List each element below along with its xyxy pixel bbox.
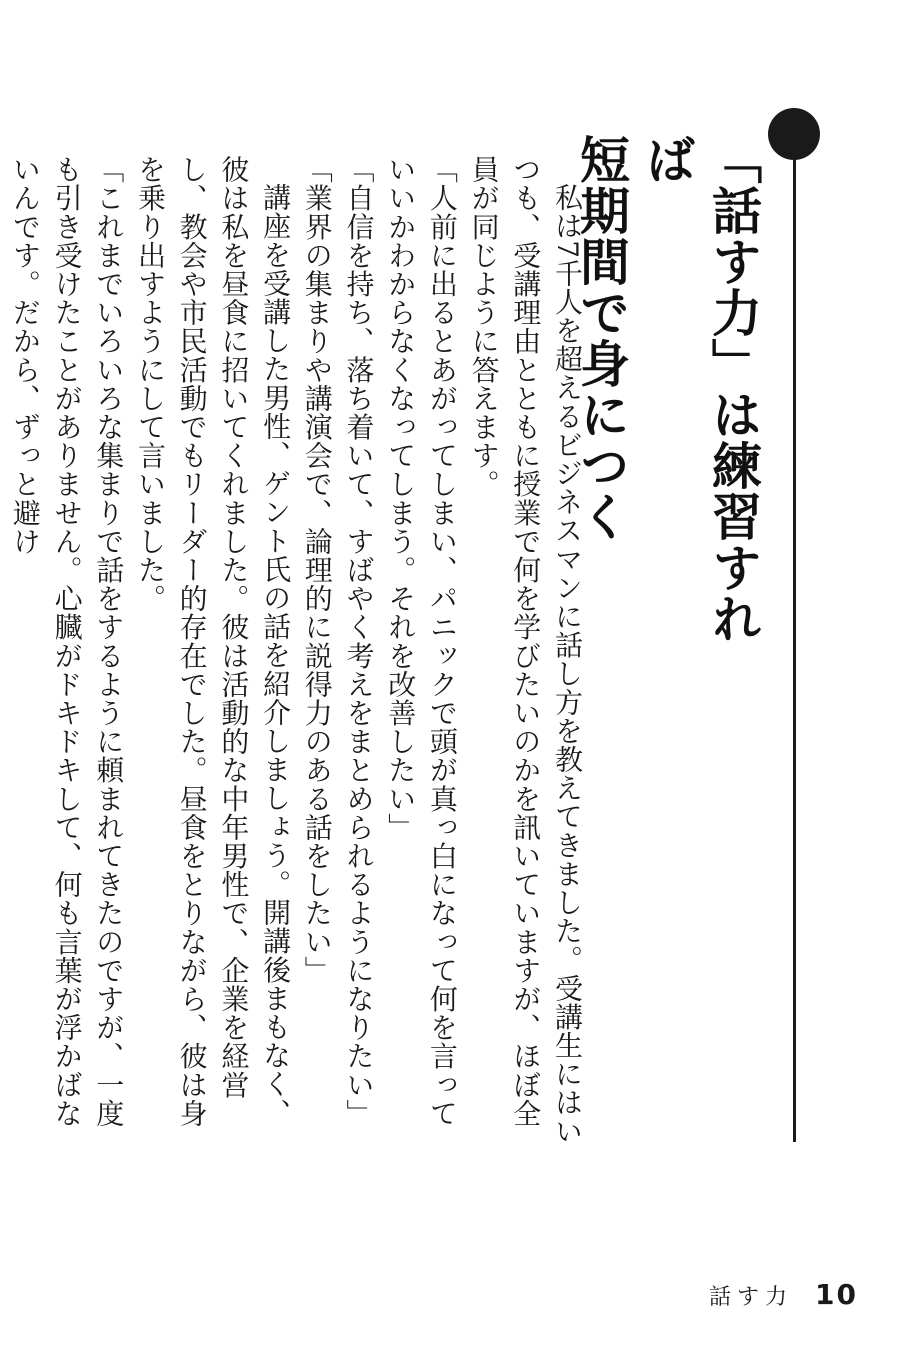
chapter-title-rule: [793, 134, 796, 1142]
page-footer: [709, 1278, 858, 1311]
running-head: 話す力: [709, 1285, 794, 1310]
page-number: 10: [815, 1278, 858, 1311]
quote-paragraph: 「これまでいろいろな集まりで話をするように頼まれてきたのですが、一度も引き受けたことがありません。心臓がドキドキして、何も言葉が浮かばないんです。だから、ずっと避け: [8, 155, 126, 1128]
chapter-title-line-1: 「話す力」は練習すれば: [638, 134, 762, 644]
quote-paragraph: 「人前に出るとあがってしまい、パニックで頭が真っ白になって何を言っていいかわからなくなってしまう。それを改善したい」: [384, 155, 459, 1128]
paragraph: 私は7千人を超えるビジネスマンに話し方を教えてきました。受講生にはいつも、受講理由とともに授業で何を学びたいのかを訊いていますが、ほぼ全員が同じように答えます。: [467, 155, 584, 1146]
quote-paragraph: 「自信を持ち、落ち着いて、すばやく考えをまとめられるようになりたい」: [342, 155, 376, 1128]
body-text: [4, 155, 588, 1150]
chapter-title-line-2: 短期間で身につく: [572, 134, 630, 542]
chapter-title: [568, 134, 766, 654]
quote-paragraph: 「業界の集まりや講演会で、論理的に説得力のある話をしたい」: [300, 155, 334, 985]
paragraph: 講座を受講した男性、ゲント氏の話を紹介しましょう。開講後まもなく、彼は私を昼食に招いてくれました。彼は活動的な中年男性で、企業を経営し、教会や市民活動でもリーダー的存在でした。昼食をとりながら、彼は身を乗り出すようにして言いました。: [133, 155, 293, 1128]
